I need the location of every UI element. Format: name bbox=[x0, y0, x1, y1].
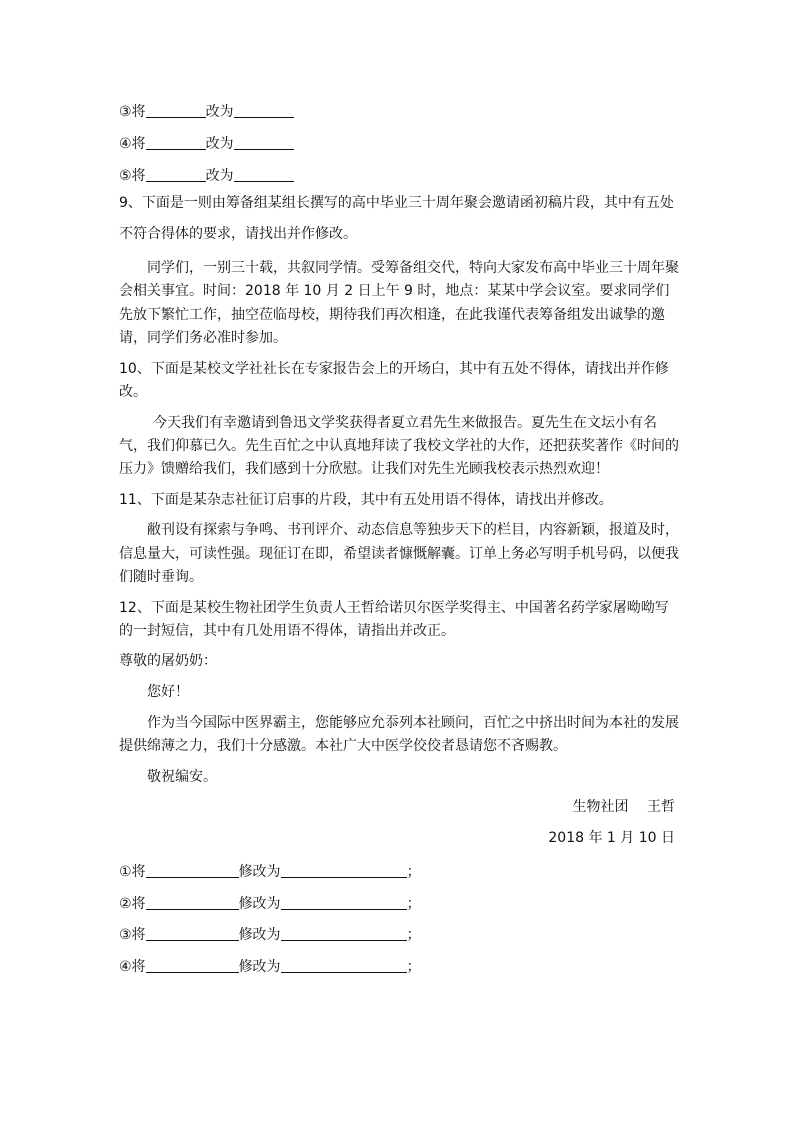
question-10-prompt: 10、下面是某校文学社社长在专家报告会上的开场白，其中有五处不得体，请找出并作修改。 bbox=[119, 360, 669, 400]
question-9-prompt: 9、下面是一则由筹备组某组长撰写的高中毕业三十周年聚会邀请函初稿片段，其中有五处不符合得体的要求，请找出并作修改。 bbox=[119, 194, 674, 242]
answer-line: ④将 修改为 ； bbox=[119, 958, 421, 975]
answer-blank[interactable] bbox=[281, 957, 407, 973]
answer-blank[interactable] bbox=[234, 102, 294, 118]
answer-line: ②将 修改为 ； bbox=[119, 895, 421, 912]
question-11-passage: 敝刊设有探索与争鸣、书刊评介、动态信息等独步天下的栏目，内容新颖，报道及时，信息量大，可读性强。现征订在即，希望读者慷慨解囊。订单上务必写明手机号码，以便我们随时垂询。 bbox=[119, 522, 679, 585]
answer-blank[interactable] bbox=[234, 134, 294, 150]
answer-line: ④将 改为 bbox=[119, 133, 679, 156]
answer-blank[interactable] bbox=[146, 134, 206, 150]
letter-date: 2018 年 1 月 10 日 bbox=[548, 829, 675, 846]
question-9-passage: 同学们，一别三十载，共叙同学情。受筹备组交代，特向大家发布高中毕业三十周年聚会相关事宜。时间：2018 年 10 月 2 日上午 9 时，地点：某某中学会议室。要求同学们先放下繁忙工作，抽空莅临母校，期待我们再次相逢，在此我谨代表筹备组发出诚挚的邀请，同学们务必准时参加。 bbox=[119, 260, 679, 347]
letter-closing: 敬祝编安。 bbox=[147, 768, 217, 785]
answer-line: ①将 修改为 ； bbox=[119, 864, 421, 881]
question-10-passage: 今天我们有幸邀请到鲁迅文学奖获得者夏立君先生来做报告。夏先生在文坛小有名气，我们仰慕已久。先生百忙之中认真地拜读了我校文学社的大作，还把获奖著作《时间的压力》馈赠给我们，我们感到十分欣慰。让我们对先生光顾我校表示热烈欢迎！ bbox=[119, 414, 679, 478]
question-12-prompt: 12、下面是某校生物社团学生负责人王哲给诺贝尔医学奖得主、中国著名药学家屠呦呦写的一封短信，其中有几处用语不得体，请指出并改正。 bbox=[119, 599, 669, 639]
answer-blank[interactable] bbox=[281, 862, 407, 878]
answer-blank[interactable] bbox=[146, 925, 239, 941]
answer-blank[interactable] bbox=[234, 166, 294, 182]
document-content bbox=[119, 101, 679, 983]
letter-greeting: 您好！ bbox=[147, 684, 189, 701]
question-11-prompt: 11、下面是某杂志社征订启事的片段，其中有五处用语不得体，请找出并修改。 bbox=[119, 491, 613, 508]
answer-blank[interactable] bbox=[146, 862, 239, 878]
letter-body: 作为当今国际中医界霸主，您能够应允忝列本社顾问，百忙之中挤出时间为本社的发展提供绵薄之力，我们十分感激。本社广大中医学佼佼者恳请您不吝赐教。 bbox=[119, 714, 679, 754]
answer-blank[interactable] bbox=[146, 166, 206, 182]
letter-salutation: 尊敬的屠奶奶： bbox=[119, 653, 217, 670]
letter-signature: 生物社团 王哲 bbox=[572, 799, 675, 816]
answer-blank[interactable] bbox=[281, 894, 407, 910]
answer-blank[interactable] bbox=[146, 894, 239, 910]
answer-blank[interactable] bbox=[146, 957, 239, 973]
answer-blank[interactable] bbox=[146, 102, 206, 118]
answer-line: ⑤将 改为 bbox=[119, 165, 679, 188]
answer-line: ③将 改为 bbox=[119, 101, 679, 124]
answer-line: ③将 修改为 ； bbox=[119, 927, 421, 944]
answer-blank[interactable] bbox=[281, 925, 407, 941]
